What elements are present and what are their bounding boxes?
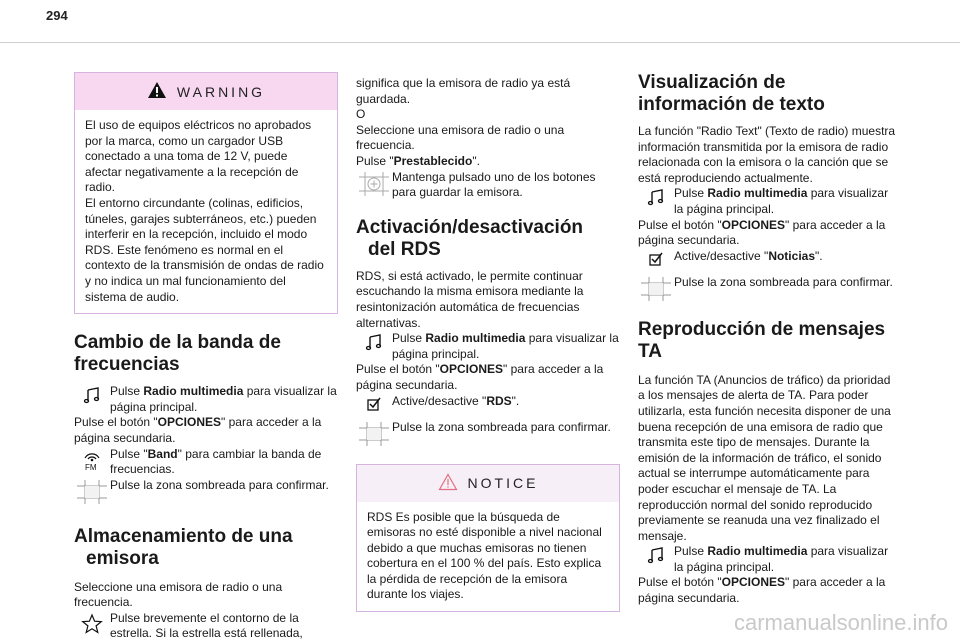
text-info-step-2: Pulse el botón "OPCIONES" para acceder a la página secundaria. bbox=[638, 217, 886, 248]
store-cont-or: O bbox=[356, 107, 366, 122]
ta-step-1: Pulse Radio multimedia para visualizar la página principal. bbox=[638, 544, 900, 575]
warning-body: El uso de equipos eléctricos no aprobados por la marca, como un cargador USB conectado a una toma de 12 V, puede afectar negativamente a la recepción de radio. El entorno circundante (colinas, edificios, túneles, garajes subterráneos, etc.) pueden interferir en la recepción, incluido el modo RDS. Este fenómeno es normal en el contexto de la transmisión de ondas de radio y no indica un mal funcionamiento del sistema de audio. bbox=[85, 118, 324, 304]
text-info-step-4: Pulse la zona sombreada para confirmar. bbox=[638, 275, 900, 301]
music-note-icon bbox=[638, 544, 674, 564]
grid-zone-icon bbox=[356, 420, 392, 446]
text-info-step-3: Active/desactive "Noticias". bbox=[638, 249, 900, 267]
warning-box bbox=[74, 72, 338, 314]
notice-header bbox=[357, 465, 619, 502]
band-step-4: Pulse la zona sombreada para confirmar. bbox=[74, 478, 338, 504]
rds-step-1: Pulse Radio multimedia para visualizar la página principal. bbox=[356, 331, 620, 362]
ta-intro: La función TA (Anuncios de tráfico) da prioridad a los mensajes de alerta de TA. Para poder utilizarla, esta función necesita disponer de una buena recepción de una emisora de radio que transmita este tipo de mensajes. Durante la emisión de la información de tráfico, el sonido actual se interrumpe automáticamente para poder escuchar el mensaje de TA. La reproducción normal del sonido reproducido previamente se reanuda una vez finalizado el mensaje. bbox=[638, 372, 891, 543]
rds-heading: Activación/desactivación del RDS bbox=[356, 216, 584, 260]
fm-radio-icon bbox=[74, 447, 110, 471]
checkbox-icon bbox=[638, 249, 674, 267]
grid-zone-icon bbox=[638, 275, 674, 301]
store-intro: Seleccione una emisora de radio o una frecuencia. bbox=[74, 579, 283, 610]
warning-title: WARNING bbox=[176, 83, 266, 100]
rds-step-4: Pulse la zona sombreada para confirmar. bbox=[356, 420, 620, 446]
band-step-1: Pulse Radio multimedia para visualizar la página principal. bbox=[74, 384, 338, 415]
store-cont-3: Pulse "Prestablecido". bbox=[356, 153, 480, 168]
text-info-intro: La función "Radio Text" (Texto de radio) muestra información transmitida por la emisora de radio relacionada con la emisora o la canción que se está reproduciendo actualmente. bbox=[638, 124, 896, 185]
svg-text:FM: FM bbox=[85, 462, 97, 471]
band-heading: Cambio de la banda de frecuencias bbox=[74, 332, 281, 376]
text-info-step-1: Pulse Radio multimedia para visualizar la página principal. bbox=[638, 186, 900, 217]
music-note-icon bbox=[356, 331, 392, 351]
store-cont-1: significa que la emisora de radio ya está guardada. bbox=[356, 76, 571, 106]
watermark: carmanualsonline.info bbox=[733, 610, 948, 635]
column-3 bbox=[638, 72, 900, 607]
column-2 bbox=[356, 76, 620, 612]
rds-step-3: Active/desactive "RDS". bbox=[356, 394, 620, 412]
store-heading: Almacenamiento de una emisora bbox=[74, 525, 293, 569]
text-info-heading: Visualización de información de texto bbox=[638, 72, 825, 115]
rds-step-2: Pulse el botón "OPCIONES" para acceder a la página secundaria. bbox=[356, 362, 604, 392]
ta-heading: Reproducción de mensajes TA bbox=[638, 318, 886, 362]
band-step-2: Pulse el botón "OPCIONES" para acceder a la página secundaria. bbox=[74, 415, 322, 445]
band-step-3: FM Pulse "Band" para cambiar la banda de frecuencias. bbox=[74, 447, 338, 478]
star-outline-icon bbox=[74, 611, 110, 635]
checkbox-icon bbox=[356, 394, 392, 412]
warning-header bbox=[75, 73, 337, 110]
grid-zone-icon bbox=[74, 478, 110, 504]
music-note-icon bbox=[74, 384, 110, 404]
column-1 bbox=[74, 72, 338, 642]
notice-box bbox=[356, 464, 620, 613]
music-note-icon bbox=[638, 186, 674, 206]
preset-plus-icon bbox=[356, 170, 392, 196]
header-rule bbox=[0, 42, 960, 43]
store-step-2: Mantenga pulsado uno de los botones para guardar la emisora. bbox=[356, 170, 620, 201]
rds-intro: RDS, si está activado, le permite continuar escuchando la misma emisora mediante la resintonización automática de frecuencias alternativas. bbox=[356, 268, 584, 330]
warning-triangle-icon bbox=[147, 81, 167, 102]
notice-body: RDS Es posible que la búsqueda de emisoras no esté disponible a nivel nacional debido a que muchas emisoras no tienen cobertura en el 100 % del país. Esto explica la pérdida de recepción de la emisora durante los viajes. bbox=[367, 509, 602, 602]
store-cont-2: Seleccione una emisora de radio o una frecuencia. bbox=[356, 122, 565, 153]
ta-step-2: Pulse el botón "OPCIONES" para acceder a la página secundaria. bbox=[638, 575, 886, 606]
notice-title: NOTICE bbox=[467, 475, 539, 491]
page-number: 294 bbox=[46, 8, 68, 23]
store-step-1: Pulse brevemente el contorno de la estrella. Si la estrella está rellenada, bbox=[74, 611, 338, 642]
warning-triangle-icon bbox=[438, 473, 458, 494]
